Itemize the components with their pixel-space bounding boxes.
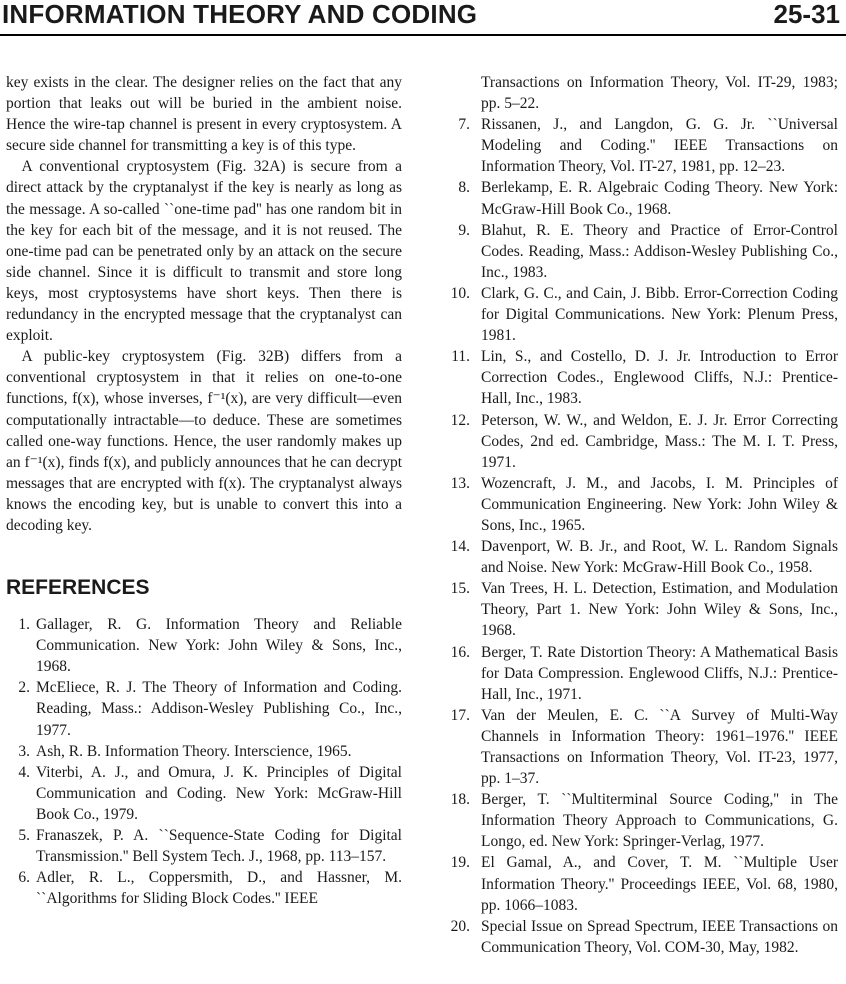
reference-text: McEliece, R. J. The Theory of Information and Coding. Reading, Mass.: Addison-Wesley Publishing Co., Inc., 1977. (36, 679, 402, 739)
reference-number: 13. (450, 474, 470, 492)
reference-text: El Gamal, A., and Cover, T. M. ``Multiple User Information Theory.'' Proceedings IEEE, Vol. 68, 1980, pp. 1066–1083. (481, 854, 838, 914)
reference-text: Davenport, W. B. Jr., and Root, W. L. Random Signals and Noise. New York: McGraw-Hill Book Co., 1958. (481, 538, 838, 577)
reference-number: 16. (450, 643, 470, 661)
reference-item (6, 825, 402, 867)
page-number: 25-31 (773, 0, 840, 29)
references-heading: REFERENCES (6, 576, 150, 600)
reference-item (452, 220, 838, 283)
reference-text: Adler, R. L., Coppersmith, D., and Hassner, M. ``Algorithms for Sliding Block Codes.'' IEEE (36, 869, 402, 908)
reference-text: Ash, R. B. Information Theory. Interscience, 1965. (36, 742, 352, 760)
reference-text: Transactions on Information Theory, Vol. IT-29, 1983; pp. 5–22. (481, 74, 838, 113)
reference-item (452, 177, 838, 219)
reference-item (452, 410, 838, 473)
right-column (452, 72, 838, 958)
reference-item (452, 789, 838, 852)
reference-text: Berlekamp, E. R. Algebraic Coding Theory. New York: McGraw-Hill Book Co., 1968. (481, 179, 838, 218)
reference-number: 19. (450, 854, 470, 872)
reference-item (452, 114, 838, 177)
reference-text: Van der Meulen, E. C. ``A Survey of Multi-Way Channels in Information Theory: 1961–1976.'' IEEE Transactions on Information Theory, Vol. IT-23, 1977, pp. 1–37. (481, 706, 838, 788)
chapter-title: INFORMATION THEORY AND CODING (2, 0, 478, 29)
reference-text: Berger, T. Rate Distortion Theory: A Mathematical Basis for Data Compression. Englewood Cliffs, N.J.: Prentice-Hall, Inc., 1971. (481, 643, 838, 703)
reference-item (452, 536, 838, 578)
reference-text: Gallager, R. G. Information Theory and Reliable Communication. New York: John Wiley & Sons, Inc., 1968. (36, 616, 402, 676)
reference-item (6, 867, 402, 909)
reference-number: 18. (450, 791, 470, 809)
reference-item (6, 614, 402, 677)
reference-number: 7. (458, 116, 470, 134)
reference-number: 2. (18, 679, 30, 697)
reference-list-right (452, 114, 838, 958)
reference-item (452, 705, 838, 789)
reference-item (452, 852, 838, 915)
reference-number: 1. (18, 616, 30, 634)
reference-number: 3. (18, 742, 30, 760)
body-paragraph: A conventional cryptosystem (Fig. 32A) is secure from a direct attack by the cryptanalyst if the key is nearly as long as the message. A so-called ``one-time pad'' has one random bit in the key for each bit of the message, and it is not reused. The one-time pad can be penetrated only by an attack on the secure side channel. Since it is difficult to transmit and store long keys, most cryptosystems have short keys. Then there is redundancy in the encrypted message that the cryptanalyst can exploit. (6, 158, 402, 345)
reference-number: 4. (18, 763, 30, 781)
reference-item (6, 741, 402, 762)
reference-text: Rissanen, J., and Langdon, G. G. Jr. ``Universal Modeling and Coding.'' IEEE Transactions on Information Theory, Vol. IT-27, 1981, pp. 12–23. (481, 116, 838, 176)
reference-item (452, 642, 838, 705)
reference-number: 9. (458, 221, 470, 239)
reference-number: 11. (451, 348, 470, 366)
running-header (0, 0, 846, 36)
reference-text: Peterson, W. W., and Weldon, E. J. Jr. Error Correcting Codes, 2nd ed. Cambridge, Mass.: The M. I. T. Press, 1971. (481, 411, 838, 471)
reference-number: 6. (18, 869, 30, 887)
reference-text: Berger, T. ``Multiterminal Source Coding,'' in The Information Theory Approach to Communications, G. Longo, ed. New York: Springer-Verlag, 1977. (481, 791, 838, 851)
body-paragraph: A public-key cryptosystem (Fig. 32B) differs from a conventional cryptosystem in that it relies on one-to-one functions, f(x), whose inverses, f⁻¹(x), are very difficult—even computationally intractable—to deduce. These are sometimes called one-way functions. Hence, the user randomly makes up an f⁻¹(x), finds f(x), and publicly announces that he can decrypt messages that are encrypted with f(x). The cryptanalyst always knows the encoding key, but is unable to convert this into a decoding key. (6, 348, 402, 534)
reference-item (452, 346, 838, 409)
left-column (6, 72, 402, 909)
reference-text: Special Issue on Spread Spectrum, IEEE Transactions on Communication Theory, Vol. COM-30, May, 1982. (481, 917, 838, 956)
reference-number: 15. (450, 580, 470, 598)
reference-number: 14. (450, 538, 470, 556)
reference-number: 12. (450, 411, 470, 429)
body-paragraph: key exists in the clear. The designer relies on the fact that any portion that leaks out will be buried in the ambient noise. Hence the wire-tap channel is present in every cryptosystem. A secure side channel for transmitting a key is of this type. (6, 74, 402, 155)
reference-number: 10. (450, 284, 470, 302)
reference-text: Franaszek, P. A. ``Sequence-State Coding for Digital Transmission.'' Bell System Tech. J., 1968, pp. 113–157. (36, 827, 402, 866)
reference-number: 20. (450, 917, 470, 935)
reference-number: 8. (458, 179, 470, 197)
reference-text: Lin, S., and Costello, D. J. Jr. Introduction to Error Correction Codes., Englewood Cliffs, N.J.: Prentice-Hall, Inc., 1983. (481, 348, 838, 408)
reference-item (452, 283, 838, 346)
reference-item (6, 762, 402, 825)
reference-item (452, 916, 838, 958)
reference-number: 17. (450, 706, 470, 724)
reference-text: Viterbi, A. J., and Omura, J. K. Principles of Digital Communication and Coding. New York: McGraw-Hill Book Co., 1979. (36, 763, 402, 823)
reference-item (452, 578, 838, 641)
reference-item (452, 473, 838, 536)
reference-text: Van Trees, H. L. Detection, Estimation, and Modulation Theory, Part 1. New York: John Wiley & Sons, Inc., 1968. (481, 580, 838, 640)
reference-text: Wozencraft, J. M., and Jacobs, I. M. Principles of Communication Engineering. New York: John Wiley & Sons, Inc., 1965. (481, 474, 838, 534)
reference-continuation (452, 72, 838, 114)
reference-item (6, 677, 402, 740)
reference-text: Clark, G. C., and Cain, J. Bibb. Error-Correction Coding for Digital Communications. New York: Plenum Press, 1981. (481, 284, 838, 345)
reference-text: Blahut, R. E. Theory and Practice of Error-Control Codes. Reading, Mass.: Addison-Wesley Publishing Co., Inc., 1983. (481, 221, 838, 281)
reference-number: 5. (18, 827, 30, 844)
reference-list-left (6, 614, 402, 909)
